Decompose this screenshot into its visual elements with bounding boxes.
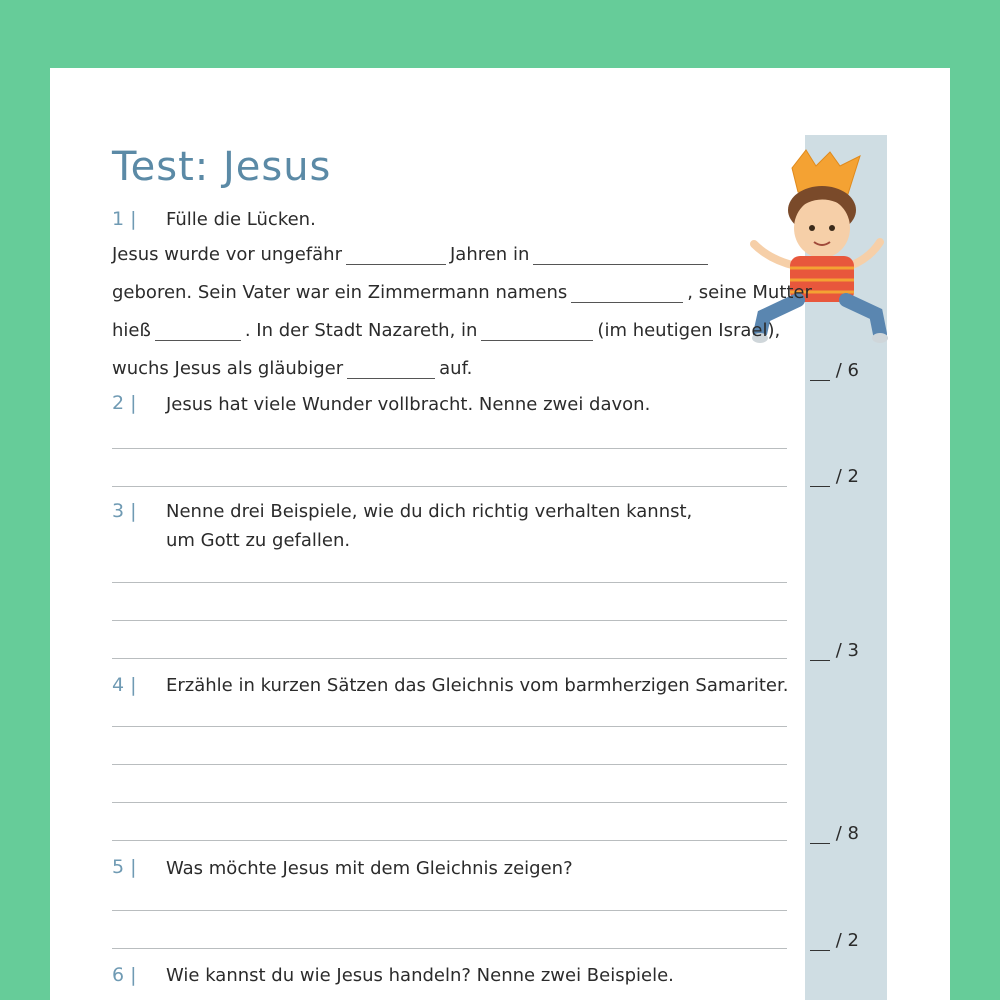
- question-1-prompt: Fülle die Lücken.: [166, 209, 316, 230]
- fill-text: Jesus wurde vor ungefähr: [112, 244, 342, 265]
- question-6-text: Wie kannst du wie Jesus handeln? Nenne zwei Beispiele.: [166, 965, 674, 986]
- fill-line-4: [112, 358, 792, 379]
- question-4-text: Erzähle in kurzen Sätzen das Gleichnis vom barmherzigen Samariter.: [166, 675, 789, 696]
- worksheet: [50, 68, 950, 1000]
- blank-field[interactable]: [155, 322, 241, 341]
- fill-text: auf.: [439, 358, 473, 379]
- score-q2: [810, 466, 880, 487]
- score-text: / 3: [835, 640, 859, 661]
- score-text: / 2: [835, 466, 859, 487]
- question-3-text-1: Nenne drei Beispiele, wie du dich richtig verhalten kannst,: [166, 501, 693, 522]
- score-q4: [810, 823, 880, 844]
- question-3-number: 3 |: [112, 500, 137, 522]
- answer-line[interactable]: [112, 658, 787, 659]
- fill-text: Jahren in: [449, 244, 530, 265]
- question-5-number: 5 |: [112, 856, 137, 878]
- fill-text: geboren. Sein Vater war ein Zimmermann namens: [112, 282, 568, 303]
- fill-text: (im heutigen Israel),: [597, 320, 781, 341]
- answer-line[interactable]: [112, 764, 787, 765]
- question-2-text: Jesus hat viele Wunder vollbracht. Nenne zwei davon.: [166, 394, 651, 415]
- question-1-number: 1 |: [112, 208, 137, 230]
- question-4-number: 4 |: [112, 674, 137, 696]
- score-text: / 8: [835, 823, 859, 844]
- question-2-number: 2 |: [112, 392, 137, 414]
- blank-field[interactable]: [533, 246, 708, 265]
- question-6-number: 6 |: [112, 964, 137, 986]
- fill-text: wuchs Jesus als gläubiger: [112, 358, 344, 379]
- question-3-text-2: um Gott zu gefallen.: [166, 530, 351, 551]
- fill-text: , seine Mutter: [687, 282, 812, 303]
- question-5-text: Was möchte Jesus mit dem Gleichnis zeigen?: [166, 858, 573, 879]
- answer-line[interactable]: [112, 448, 787, 449]
- page-title: Test: Jesus: [112, 144, 332, 190]
- answer-line[interactable]: [112, 726, 787, 727]
- answer-line[interactable]: [112, 948, 787, 949]
- answer-line[interactable]: [112, 840, 787, 841]
- fill-line-2: [112, 282, 812, 303]
- fill-text: hieß: [112, 320, 151, 341]
- score-q1: [810, 360, 880, 381]
- fill-line-1: [112, 244, 792, 265]
- fill-text: . In der Stadt Nazareth, in: [244, 320, 478, 341]
- blank-field[interactable]: [347, 360, 435, 379]
- blank-field[interactable]: [481, 322, 593, 341]
- blank-field[interactable]: [571, 284, 683, 303]
- score-text: / 2: [835, 930, 859, 951]
- score-text: / 6: [835, 360, 859, 381]
- answer-line[interactable]: [112, 620, 787, 621]
- answer-line[interactable]: [112, 582, 787, 583]
- score-q3: [810, 640, 880, 661]
- answer-line[interactable]: [112, 910, 787, 911]
- fill-line-3: [112, 320, 792, 341]
- answer-line[interactable]: [112, 486, 787, 487]
- score-q5: [810, 930, 880, 951]
- blank-field[interactable]: [346, 246, 446, 265]
- answer-line[interactable]: [112, 802, 787, 803]
